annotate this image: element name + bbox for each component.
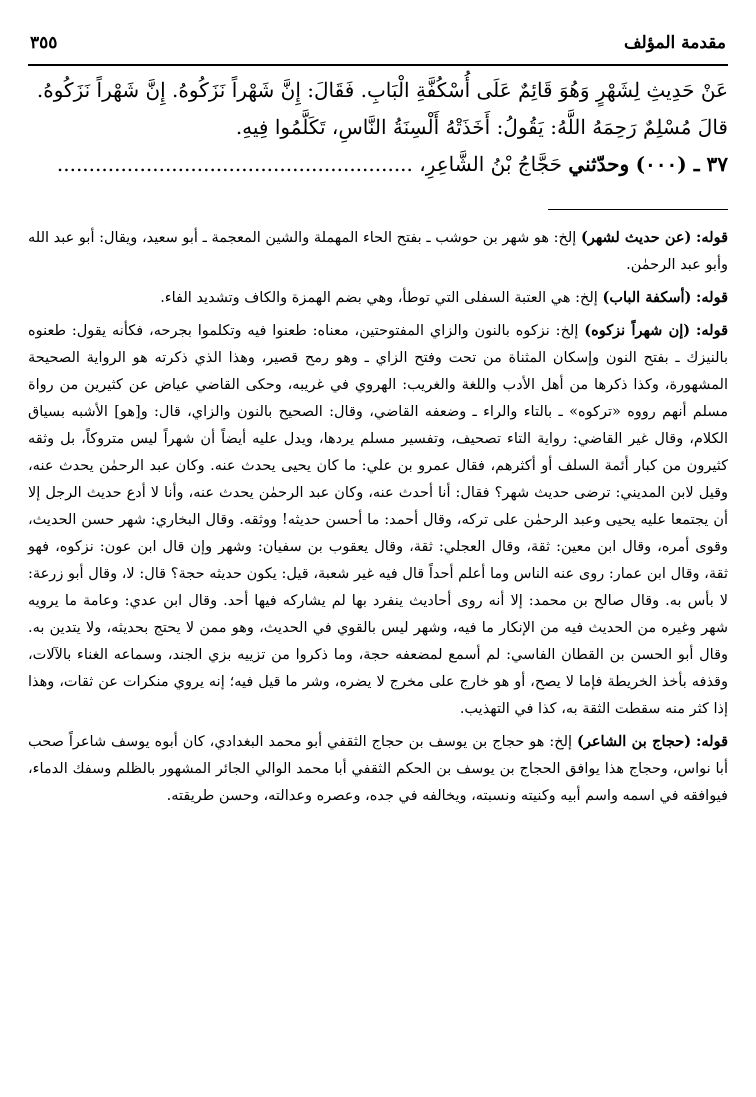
note-item bbox=[28, 284, 728, 312]
hadith-line-2: قالَ مُسْلِمٌ رَحِمَهُ اللَّهُ: يَقُولُ: أَخَذَتْهُ أَلْسِنَةُ النَّاسِ، تَكَلَّمُوا فِيهِ. bbox=[235, 115, 728, 139]
commentary-notes bbox=[28, 224, 728, 810]
note-lead: قوله: bbox=[696, 322, 728, 339]
note-lemma: (إن شهراً نزكوه) bbox=[584, 322, 691, 339]
note-lemma: (أسكفة الباب) bbox=[602, 289, 692, 306]
footnote-separator bbox=[548, 209, 728, 210]
hadith-number: ٣٧ ـ (٠٠٠) bbox=[635, 152, 728, 176]
note-lead: قوله: bbox=[696, 229, 728, 246]
note-text: إلخ: هو شهر بن حوشب ـ بفتح الحاء المهملة والشين المعجمة ـ أبو سعيد، ويقال: أبو عبد الله وأبو عبد الرحمٰن. bbox=[28, 230, 728, 273]
chapter-title: مقدمة المؤلف bbox=[623, 33, 726, 53]
narrator-name: حَجَّاجُ بْنُ الشَّاعِرِ، bbox=[419, 152, 563, 176]
note-item bbox=[28, 728, 728, 810]
note-item bbox=[28, 224, 728, 279]
page bbox=[28, 30, 728, 815]
note-item bbox=[28, 317, 728, 723]
note-lemma: (عن حديث لشهر) bbox=[580, 229, 692, 246]
note-lead: قوله: bbox=[696, 289, 728, 306]
hadith-text bbox=[28, 66, 728, 183]
note-text: إلخ: نزكوه بالنون والزاي المفتوحتين، معناه: طعنوا فيه وتكلموا بجرحه، فكأنه يقول: طعنوه بالنيزك ـ بفتح النون وإسكان المثناة من تحت وفتح الزاي ـ وهو رمح قصير، وهذا الذي ذكرته هو الرواية الصحيحة المشهورة، وكذا ذكرها من أهل الأدب واللغة والغريب: الهروي في غريبه، وحكى القاضي عياض عن كثيرين من رواة مسلم أنهم رووه «تركوه» ـ بالتاء والراء ـ وضعفه القاضي، وقال: الصحيح بالنون والزاي، قال: و[هو] الأشبه بسياق الكلام، وقال غير القاضي: رواية التاء تصحيف، وتفسير مسلم يردها، ويدل عليه أيضاً أن شهراً ليس متروكاً، بل وثقه كثيرون من كبار أئمة السلف أو أكثرهم، فقال عمرو بن علي: ما كان يحيى يحدث عنه. وكان عبد الرحمٰن يحدث عنه، وقيل لابن المديني: ترضى حديث شهر؟ فقال: أنا أحدث عنه، وكان عبد الرحمٰن يحدث عنه، وأنا لا أدع حديث الرجل إلا أن يجتمعا عليه يحيى وعبد الرحمٰن على تركه، وقال أحمد: ما أحسن حديثه! ووثقه. وقال البخاري: شهر حسن الحديث، وقوى أمره، وقال ابن معين: ثقة، وقال العجلي: ثقة، وقال يعقوب بن سفيان: وشهر وإن قال ابن عون: نزكوه، فهو ثقة، وقال ابن عمار: روى عنه الناس وما أعلم أحداً قال فيه غير شعبة، قيل: يكون حديثه حجة؟ قال: لا، وقال أبو زرعة: لا بأس به. وقال صالح بن محمد: إلا أنه روى أحاديث ينفرد بها لم يشاركه فيها أحد. وقال ابن عدي: وعامة ما يرويه شهر وغيره من الحديث فيه من الإنكار ما فيه، وشهر ليس بالقوي في الحديث، وهو ممن لا يحتج بحديثه، ولا يتدين به. وقال أبو الحسن بن القطان الفاسي: لم أسمع لمضعفه حجة، وما ذكروا من تزييه بزي الجند، وسماعه الغناء بالآلات، وقذفه بأخذ الخريطة فإما لا يصح، أو هو خارج على مخرج لا يضره، وشر ما قيل فيه؛ إنه يروي منكرات عن ثقات، وهذا إذا كثر منه سقطت الثقة به، كذا في التهذيب. bbox=[28, 323, 728, 717]
tahdith-word: وحدّثني bbox=[568, 152, 630, 176]
page-number: ٣٥٥ bbox=[30, 33, 58, 53]
ellipsis-dots: ........................................................ bbox=[56, 152, 413, 176]
note-lemma: (حجاج بن الشاعر) bbox=[576, 733, 692, 750]
hadith-chain-line bbox=[28, 146, 728, 183]
note-lead: قوله: bbox=[696, 733, 728, 750]
note-text: إلخ: هي العتبة السفلى التي توطأ، وهي بضم الهمزة والكاف وتشديد الفاء. bbox=[160, 290, 603, 306]
page-header bbox=[28, 30, 728, 66]
note-text: إلخ: هو حجاج بن يوسف بن حجاج الثقفي أبو محمد البغدادي، كان أبوه يوسف شاعراً صحب أبا نواس، وحجاج هذا يوافق الحجاج بن يوسف بن الحكم الثقفي أبا محمد الوالي الجائر المشهور بالظلم وسفك الدماء، فيوافقه في اسمه واسم أبيه وكنيته ونسبته، ويخالفه في جده، وعصره وعدالته، وحسن طريقته. bbox=[28, 734, 728, 804]
hadith-line-1: عَنْ حَدِيثِ لِشَهْرٍ وَهُوَ قَائِمٌ عَلَى أُسْكُفَّةِ الْبَابِ. فَقَالَ: إِنَّ شَهْراً نَزَكُوهُ. إِنَّ شَهْراً نَزَكُوهُ. bbox=[36, 78, 728, 102]
